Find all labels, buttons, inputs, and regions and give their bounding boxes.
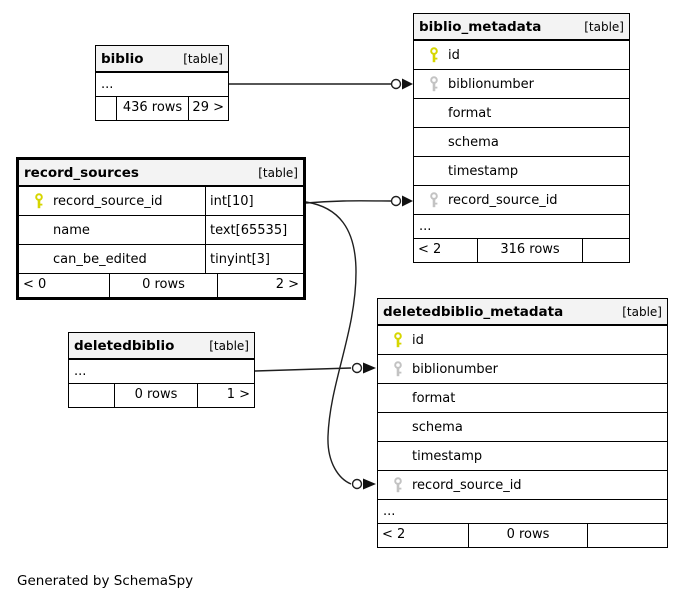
relationship-record_sources-biblio_metadata [306,196,413,207]
column-row-id [378,326,667,355]
table-name[interactable]: biblio_metadata [419,18,542,35]
column-row-record_source_id [414,186,629,215]
column-name: schema [412,419,463,435]
key-icon-slot [420,47,448,63]
column-row-can_be_edited [19,245,303,274]
column-name: can_be_edited [53,251,147,267]
hidden-columns-ellipsis: ... [414,215,629,239]
column-row-timestamp [378,442,667,471]
column-name: schema [448,134,499,150]
table-header [19,160,303,187]
footer-row-count: 0 rows [468,524,588,547]
table-header [69,333,254,360]
zero-or-one-marker [392,80,401,89]
many-arrowhead-icon [402,196,413,207]
footer-out-degree: 29 > [192,100,224,115]
relationship-record_sources-deletedbiblio_metadata [306,202,376,490]
column-row-schema [378,413,667,442]
footer-in-degree: < 0 [23,277,47,292]
column-row-id [414,41,629,70]
foreign-key-icon [393,361,403,377]
column-row-schema [414,128,629,157]
column-name: name [53,222,90,238]
footer-row-count: 0 rows [109,274,218,297]
many-arrowhead-icon [363,479,376,490]
table-biblio_metadata [413,13,630,263]
column-name: format [448,105,492,121]
column-name: biblionumber [412,361,499,377]
table-name[interactable]: deletedbiblio [74,337,175,354]
footer-in-degree [96,97,116,120]
foreign-key-icon [393,477,403,493]
table-type-tag: [table] [258,165,298,180]
column-row-timestamp [414,157,629,186]
hidden-columns-ellipsis: ... [69,360,254,384]
relationship-deletedbiblio-deletedbiblio_metadata [255,363,376,374]
column-row-format [378,384,667,413]
key-icon-slot [420,76,448,92]
footer-out-degree [588,524,667,547]
key-icon-slot [384,477,412,493]
hidden-columns-ellipsis: ... [378,500,667,524]
many-arrowhead-icon [363,363,376,374]
column-name: record_source_id [412,477,522,493]
footer-row-count: 0 rows [114,384,198,407]
relationship-biblio-biblio_metadata [229,79,413,90]
primary-key-icon [34,193,44,209]
column-name: record_source_id [53,193,163,209]
column-type: int[10] [205,187,303,215]
column-type: text[65535] [205,216,303,244]
primary-key-icon [393,332,403,348]
table-name[interactable]: biblio [101,50,144,67]
column-name: biblionumber [448,76,535,92]
column-row-format [414,99,629,128]
foreign-key-icon [429,76,439,92]
table-type-tag: [table] [584,19,624,34]
many-arrowhead-icon [402,79,413,90]
key-icon-slot [420,192,448,208]
table-type-tag: [table] [209,338,249,353]
column-row-name [19,216,303,245]
footer-in-degree: < 2 [418,242,442,257]
table-name[interactable]: record_sources [24,164,139,181]
column-row-biblionumber [378,355,667,384]
key-icon-slot [384,361,412,377]
footer-out-degree: 2 > [275,277,299,292]
column-type: tinyint[3] [205,245,303,273]
primary-key-icon [429,47,439,63]
table-footer [69,384,254,407]
column-name: id [448,47,460,63]
column-row-record_source_id [19,187,303,216]
column-name: id [412,332,424,348]
zero-or-one-marker [353,480,362,489]
table-header [96,46,228,73]
footer-row-count: 316 rows [477,239,583,262]
table-footer [96,97,228,120]
table-deletedbiblio [68,332,255,408]
table-footer [19,274,303,297]
column-name: record_source_id [448,192,558,208]
table-type-tag: [table] [622,304,662,319]
footer-in-degree [69,384,114,407]
column-row-biblionumber [414,70,629,99]
table-name[interactable]: deletedbiblio_metadata [383,303,564,320]
footer-out-degree [583,239,629,262]
footer-out-degree: 1 > [226,387,250,402]
foreign-key-icon [429,192,439,208]
table-header [378,299,667,326]
zero-or-one-marker [353,364,362,373]
hidden-columns-ellipsis: ... [96,73,228,97]
table-footer [414,239,629,262]
column-name: timestamp [412,448,483,464]
table-footer [378,524,667,547]
table-deletedbiblio_metadata [377,298,668,548]
footer-row-count: 436 rows [116,97,189,120]
table-biblio [95,45,229,121]
generated-by-caption: Generated by SchemaSpy [17,573,194,589]
key-icon-slot [25,193,53,209]
zero-or-one-marker [392,197,401,206]
key-icon-slot [384,332,412,348]
table-type-tag: [table] [183,51,223,66]
footer-in-degree: < 2 [382,527,406,542]
table-record_sources [16,157,306,300]
table-header [414,14,629,41]
column-name: timestamp [448,163,519,179]
column-name: format [412,390,456,406]
column-row-record_source_id [378,471,667,500]
